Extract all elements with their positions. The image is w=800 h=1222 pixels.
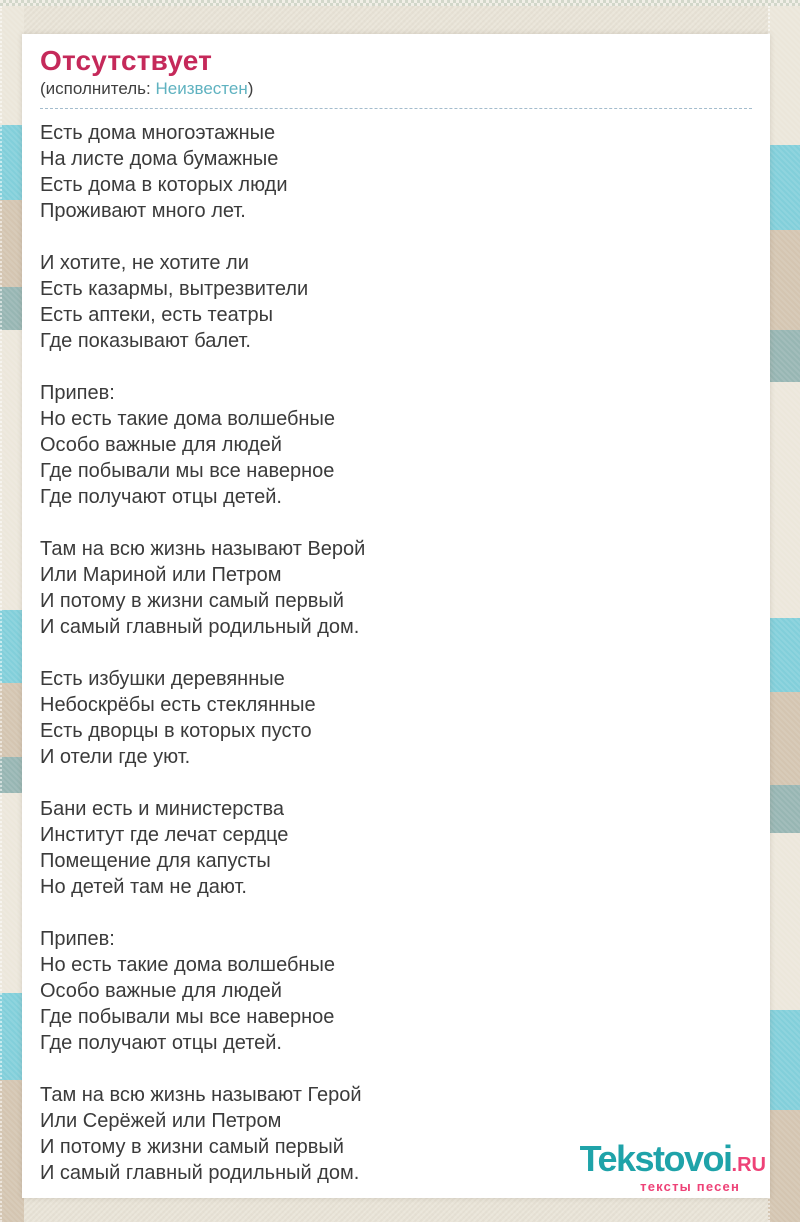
lyrics-text	[40, 120, 752, 1186]
lyric-line: Есть дворцы в которых пусто	[40, 720, 312, 742]
lyric-line: Особо важные для людей	[40, 980, 282, 1002]
lyric-line: И отели где уют.	[40, 746, 191, 768]
site-logo-wordmark	[579, 1138, 766, 1182]
lyric-line: Небоскрёбы есть стеклянные	[40, 694, 316, 716]
lyric-line: Где побывали мы все наверное	[40, 1006, 335, 1028]
artist-row	[40, 79, 752, 109]
stanza	[40, 796, 752, 900]
lyric-line: Институт где лечат сердце	[40, 824, 289, 846]
page-title: Отсутствует	[40, 45, 213, 76]
background-stripe-right	[768, 6, 800, 1222]
stanza-chorus	[40, 926, 752, 1056]
lyric-line: И хотите, не хотите ли	[40, 252, 249, 274]
lyric-line: Где побывали мы все наверное	[40, 460, 335, 482]
lyric-line: Или Мариной или Петром	[40, 564, 282, 586]
stanza	[40, 666, 752, 770]
lyric-line: Где получают отцы детей.	[40, 486, 282, 508]
lyric-line: Но детей там не дают.	[40, 876, 247, 898]
lyric-line: Есть дома в которых люди	[40, 174, 288, 196]
background-stripe-left	[0, 6, 24, 1222]
lyric-line: Где показывают балет.	[40, 330, 251, 352]
stanza	[40, 250, 752, 354]
content-panel	[22, 34, 770, 1198]
lyric-line: И самый главный родильный дом.	[40, 1162, 360, 1184]
site-logo[interactable]	[579, 1138, 766, 1194]
lyric-line: И потому в жизни самый первый	[40, 590, 344, 612]
lyric-line: И самый главный родильный дом.	[40, 616, 360, 638]
lyric-line: Или Серёжей или Петром	[40, 1110, 282, 1132]
lyric-line: Где получают отцы детей.	[40, 1032, 282, 1054]
lyric-line: Есть дома многоэтажные	[40, 122, 276, 144]
lyric-line: Особо важные для людей	[40, 434, 282, 456]
stanza	[40, 536, 752, 640]
lyric-line: На листе дома бумажные	[40, 148, 279, 170]
lyric-line: Есть избушки деревянные	[40, 668, 285, 690]
lyric-line: Но есть такие дома волшебные	[40, 408, 335, 430]
top-checker-border	[0, 0, 800, 6]
artist-label-prefix: (исполнитель:	[40, 79, 156, 98]
lyric-line: Но есть такие дома волшебные	[40, 954, 335, 976]
lyric-line: И потому в жизни самый первый	[40, 1136, 344, 1158]
lyric-line: Помещение для капусты	[40, 850, 271, 872]
lyric-line: Бани есть и министерства	[40, 798, 285, 820]
stanza-chorus	[40, 380, 752, 510]
lyric-line: Проживают много лет.	[40, 200, 246, 222]
lyric-line: Там на всю жизнь называют Герой	[40, 1084, 362, 1106]
site-logo-domain: .RU	[731, 1154, 766, 1176]
lyric-line: Припев:	[40, 928, 115, 950]
site-logo-tagline: тексты песен	[640, 1179, 740, 1194]
artist-link[interactable]: Неизвестен	[155, 79, 248, 98]
lyric-line: Припев:	[40, 382, 115, 404]
stanza	[40, 120, 752, 224]
lyric-line: Есть казармы, вытрезвители	[40, 278, 309, 300]
site-logo-name: Tekstovoi	[579, 1138, 732, 1179]
lyric-line: Там на всю жизнь называют Верой	[40, 538, 366, 560]
lyric-line: Есть аптеки, есть театры	[40, 304, 273, 326]
artist-label-suffix: )	[247, 79, 254, 98]
